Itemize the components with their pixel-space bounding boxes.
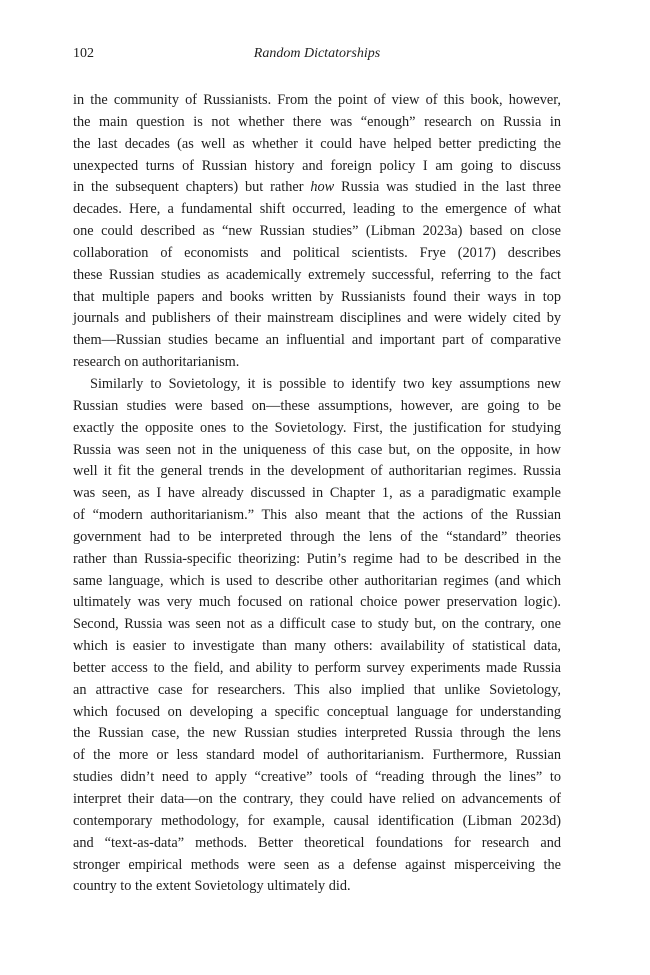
- text-line: [73, 767, 561, 789]
- text-line: [73, 483, 561, 505]
- text-segment: one could described as “new Russian studies” (Libman 2023a) based on close: [73, 223, 561, 240]
- text-segment: collaboration of economists and political scientists. Frye (2017) describes: [73, 244, 561, 261]
- text-line: [73, 134, 561, 156]
- text-line: [73, 592, 561, 614]
- text-line: [73, 221, 561, 243]
- running-title: Random Dictatorships: [253, 46, 381, 61]
- text-segment: better access to the field, and ability to perform survey experiments made Russia: [73, 659, 561, 676]
- text-line: [73, 461, 561, 483]
- text-line: [73, 636, 561, 658]
- text-segment: government had to be interpreted through the lens of the “standard” theories: [73, 528, 561, 545]
- text-segment: decades. Here, a fundamental shift occurred, leading to the emergence of what: [73, 201, 561, 218]
- text-segment: journals and publishers of their mainstream disciplines and were widely cited by: [73, 310, 561, 327]
- text-segment: studies didn’t need to apply “creative” tools of “reading through the lines” to: [73, 769, 561, 786]
- text-line: [73, 90, 561, 112]
- text-segment: rather than Russia-specific theorizing: Putin’s regime had to be described in the: [73, 550, 561, 567]
- text-segment: and “text-as-data” methods. Better theoretical foundations for research and: [73, 834, 561, 851]
- text-segment: the Russian case, the new Russian studies interpreted Russia through the lens: [73, 725, 561, 742]
- text-segment: Russian studies were based on—these assumptions, however, are going to be: [73, 397, 561, 414]
- text-segment: Russia was studied in the last three: [334, 179, 561, 196]
- text-line: [73, 112, 561, 134]
- text-line: [73, 789, 561, 811]
- text-segment: them—Russian studies became an influential and important part of comparative: [73, 332, 561, 349]
- text-line: [73, 527, 561, 549]
- text-segment: these Russian studies as academically extremely successful, referring to the fact: [73, 266, 561, 283]
- emphasis-text: how: [310, 179, 335, 196]
- text-segment: Russia was seen not in the uniqueness of this case but, on the opposite, in how: [73, 441, 561, 458]
- text-line: [73, 418, 561, 440]
- text-segment: which is easier to investigate than many others: availability of statistical data,: [73, 638, 561, 655]
- text-line: [73, 723, 561, 745]
- text-line: [73, 374, 561, 396]
- text-segment: Second, Russia was seen not as a difficult case to study but, on the contrary, one: [73, 616, 561, 633]
- text-segment: that multiple papers and books written by Russianists found their ways in top: [73, 288, 561, 305]
- text-line: [73, 440, 561, 462]
- text-line: [73, 199, 561, 221]
- text-line: [73, 702, 561, 724]
- text-segment: country to the extent Sovietology ultimately did.: [73, 878, 351, 895]
- text-line: [73, 352, 561, 374]
- body-text: [73, 90, 561, 898]
- text-line: [73, 549, 561, 571]
- text-segment: of the more or less standard model of authoritarianism. Furthermore, Russian: [73, 747, 561, 764]
- text-segment: stronger empirical methods were seen as a defense against misperceiving the: [73, 856, 561, 873]
- text-line: [73, 505, 561, 527]
- text-segment: contemporary methodology, for example, causal identification (Libman 2023d): [73, 812, 561, 829]
- text-segment: of “modern authoritarianism.” This also meant that the actions of the Russian: [73, 507, 561, 524]
- text-line: [73, 287, 561, 309]
- text-line: [73, 833, 561, 855]
- text-segment: in the subsequent chapters) but rather: [73, 179, 311, 196]
- text-segment: Similarly to Sovietology, it is possible to identify two key assumptions new: [90, 375, 561, 392]
- text-segment: ultimately was very much focused on rational choice power preservation logic).: [73, 594, 561, 611]
- text-line: [73, 876, 561, 898]
- text-segment: well it fit the general trends in the development of authoritarian regimes. Russia: [73, 463, 561, 480]
- text-line: [73, 396, 561, 418]
- text-line: [73, 308, 561, 330]
- text-segment: unexpected turns of Russian history and foreign policy I am going to discuss: [73, 157, 561, 174]
- text-segment: in the community of Russianists. From the point of view of this book, however,: [73, 92, 561, 108]
- text-segment: exactly the opposite ones to the Sovietology. First, the justification for studying: [73, 419, 561, 436]
- text-segment: the last decades (as well as whether it could have helped better predicting the: [73, 135, 561, 152]
- text-segment: research on authoritarianism.: [73, 354, 240, 371]
- text-segment: which focused on developing a specific conceptual language for understanding: [73, 703, 561, 720]
- paragraph-1: [73, 90, 561, 374]
- paragraph-2: [73, 374, 561, 898]
- text-line: [73, 571, 561, 593]
- page-number: 102: [73, 46, 94, 61]
- text-segment: the main question is not whether there was “enough” research on Russia in: [73, 113, 561, 130]
- text-segment: interpret their data—on the contrary, they could have relied on advancements of: [73, 791, 561, 807]
- text-line: [73, 614, 561, 636]
- text-line: [73, 243, 561, 265]
- text-line: [73, 177, 561, 199]
- text-line: [73, 745, 561, 767]
- text-line: [73, 680, 561, 702]
- text-line: [73, 156, 561, 178]
- text-line: [73, 330, 561, 352]
- text-segment: was seen, as I have already discussed in Chapter 1, as a paradigmatic example: [73, 485, 561, 502]
- running-head: [73, 46, 561, 66]
- text-segment: same language, which is used to describe other authoritarian regimes (and which: [73, 572, 561, 589]
- text-segment: an attractive case for researchers. This also implied that unlike Sovietology,: [73, 681, 561, 698]
- text-line: [73, 265, 561, 287]
- text-line: [73, 658, 561, 680]
- text-line: [73, 855, 561, 877]
- text-line: [73, 811, 561, 833]
